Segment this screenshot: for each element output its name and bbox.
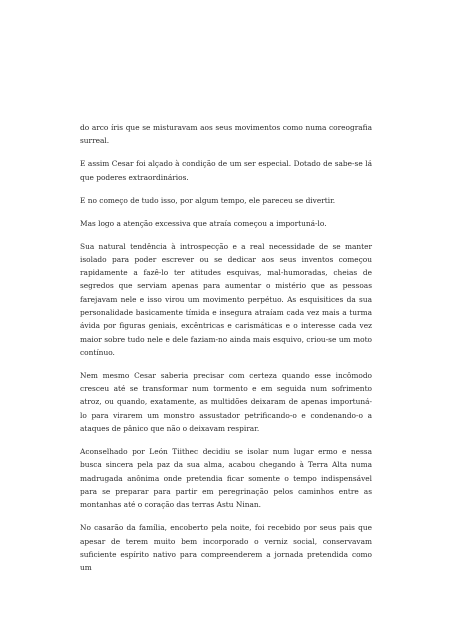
paragraph-6: Nem mesmo Cesar saberia precisar com certeza quando esse incômodo cresceu até se transformar num tormento e em seguida num sofrimento atroz, ou quando, exatamente, as multidões deixaram de apenas importuná-lo para virarem um monstro assustador petrificando-o e condenando-o a ataques de pânico que não o deixavam respirar. [80, 370, 372, 434]
paragraph-4: Mas logo a atenção excessiva que atraía começou a importuná-lo. [80, 218, 327, 228]
paragraph-7: Aconselhado por León Tiithec decidiu se isolar num lugar ermo e nessa busca sincera pela paz da sua alma, acabou chegando à Terra Alta numa madrugada anônima onde pretendia ficar somente o tempo indispensável para se preparar para partir em peregrinação pelos caminhos entre as montanhas até o coração das terras Astu Ninan. [80, 447, 372, 510]
paragraph-1: do arco íris que se misturavam aos seus movimentos como numa coreografia surreal. [80, 123, 372, 146]
document-page [80, 121, 372, 574]
paragraph-2: E assim Cesar foi alçado à condição de um ser especial. Dotado de sabe-se lá que poderes extraordinários. [80, 159, 372, 182]
paragraph-3: E no começo de tudo isso, por algum tempo, ele pareceu se divertir. [80, 195, 336, 205]
paragraph-5: Sua natural tendência à introspecção e a real necessidade de se manter isolado para poder escrever ou se dedicar aos seus inventos começou rapidamente a fazê-lo ter atitudes esquivas, mal-humoradas, cheias de segredos que serviam apenas para aumentar o mistério que as pessoas farejavam nele e isso virou um movimento perpétuo. As esquisitices da sua personalidade basicamente tímida e insegura atraíam cada vez mais a turma ávida por figuras geniais, excêntricas e carismáticas e o interesse cada vez maior sobre tudo nele e dele faziam-no ainda mais esquivo, criou-se um moto contínuo. [80, 241, 372, 357]
paragraph-8: No casarão da família, encoberto pela noite, foi recebido por seus pais que apesar de terem muito bem incorporado o verniz social, conservavam suficiente espírito nativo para compreenderem a jornada pretendida como um [80, 523, 372, 573]
